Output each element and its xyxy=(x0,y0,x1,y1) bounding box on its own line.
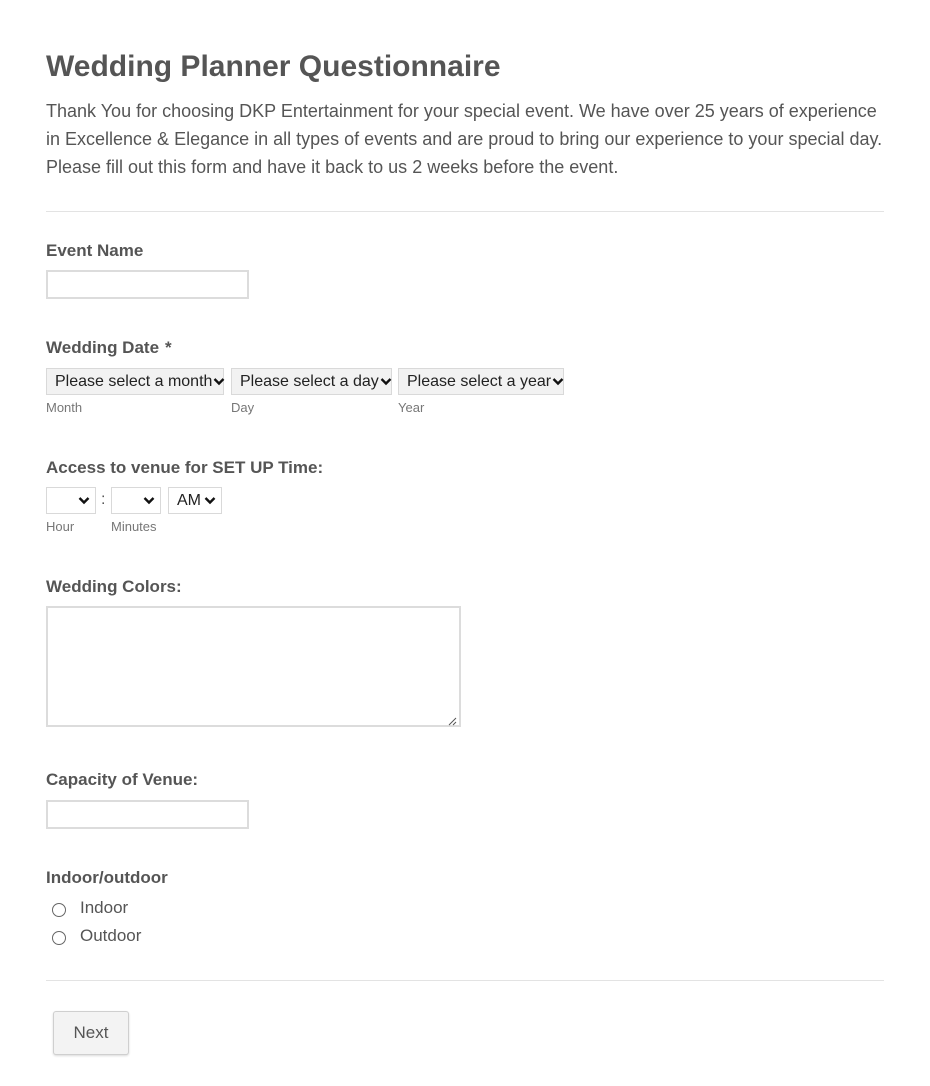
ampm-select-value: AM xyxy=(177,491,201,509)
event-name-label: Event Name xyxy=(46,241,144,260)
year-sublabel: Year xyxy=(398,400,425,415)
day-select-value: Please select a day xyxy=(240,372,379,390)
capacity-input[interactable] xyxy=(46,800,249,829)
radio-option-indoor[interactable] xyxy=(52,898,128,918)
wedding-date-label-text: Wedding Date xyxy=(46,338,160,357)
wedding-colors-textarea[interactable] xyxy=(46,606,461,727)
chevron-down-icon xyxy=(203,494,217,508)
day-select[interactable] xyxy=(231,368,392,395)
month-select[interactable] xyxy=(46,368,224,395)
indoor-outdoor-label: Indoor/outdoor xyxy=(46,868,168,887)
setup-time-label: Access to venue for SET UP Time: xyxy=(46,458,324,477)
radio-empty-icon[interactable] xyxy=(52,931,66,945)
chevron-down-icon xyxy=(77,494,91,508)
resize-handle-icon[interactable] xyxy=(447,713,457,723)
required-marker: * xyxy=(165,338,172,357)
intro-text: Thank You for choosing DKP Entertainment for your special event. We have over 25 years of experience in Excellence & Elegance in all types of events and are proud to bring our experience to your special day. Please fill out this form and have it back to us 2 weeks before the event. xyxy=(46,101,893,177)
year-select-value: Please select a year xyxy=(407,372,552,390)
ampm-select[interactable] xyxy=(168,487,222,514)
bottom-divider xyxy=(46,980,884,981)
wedding-colors-label: Wedding Colors: xyxy=(46,577,182,596)
year-select[interactable] xyxy=(398,368,564,395)
page-title: Wedding Planner Questionnaire xyxy=(46,50,501,83)
event-name-input[interactable] xyxy=(46,270,249,299)
radio-label-outdoor: Outdoor xyxy=(80,926,142,945)
day-sublabel: Day xyxy=(231,400,255,415)
month-select-value: Please select a month xyxy=(55,372,213,390)
month-sublabel: Month xyxy=(46,400,83,415)
radio-label-indoor: Indoor xyxy=(80,898,129,917)
hour-sublabel: Hour xyxy=(46,519,75,534)
top-divider xyxy=(46,211,884,212)
wedding-date-label xyxy=(46,338,172,358)
radio-empty-icon[interactable] xyxy=(52,903,66,917)
minutes-select[interactable] xyxy=(111,487,161,514)
chevron-down-icon xyxy=(379,375,393,389)
next-button[interactable]: Next xyxy=(53,1011,129,1055)
radio-option-outdoor[interactable] xyxy=(52,926,141,946)
time-separator: : xyxy=(101,491,106,508)
hour-select[interactable] xyxy=(46,487,96,514)
capacity-label: Capacity of Venue: xyxy=(46,770,199,789)
chevron-down-icon xyxy=(551,375,565,389)
chevron-down-icon xyxy=(212,375,226,389)
chevron-down-icon xyxy=(142,494,156,508)
minutes-sublabel: Minutes xyxy=(111,519,157,534)
